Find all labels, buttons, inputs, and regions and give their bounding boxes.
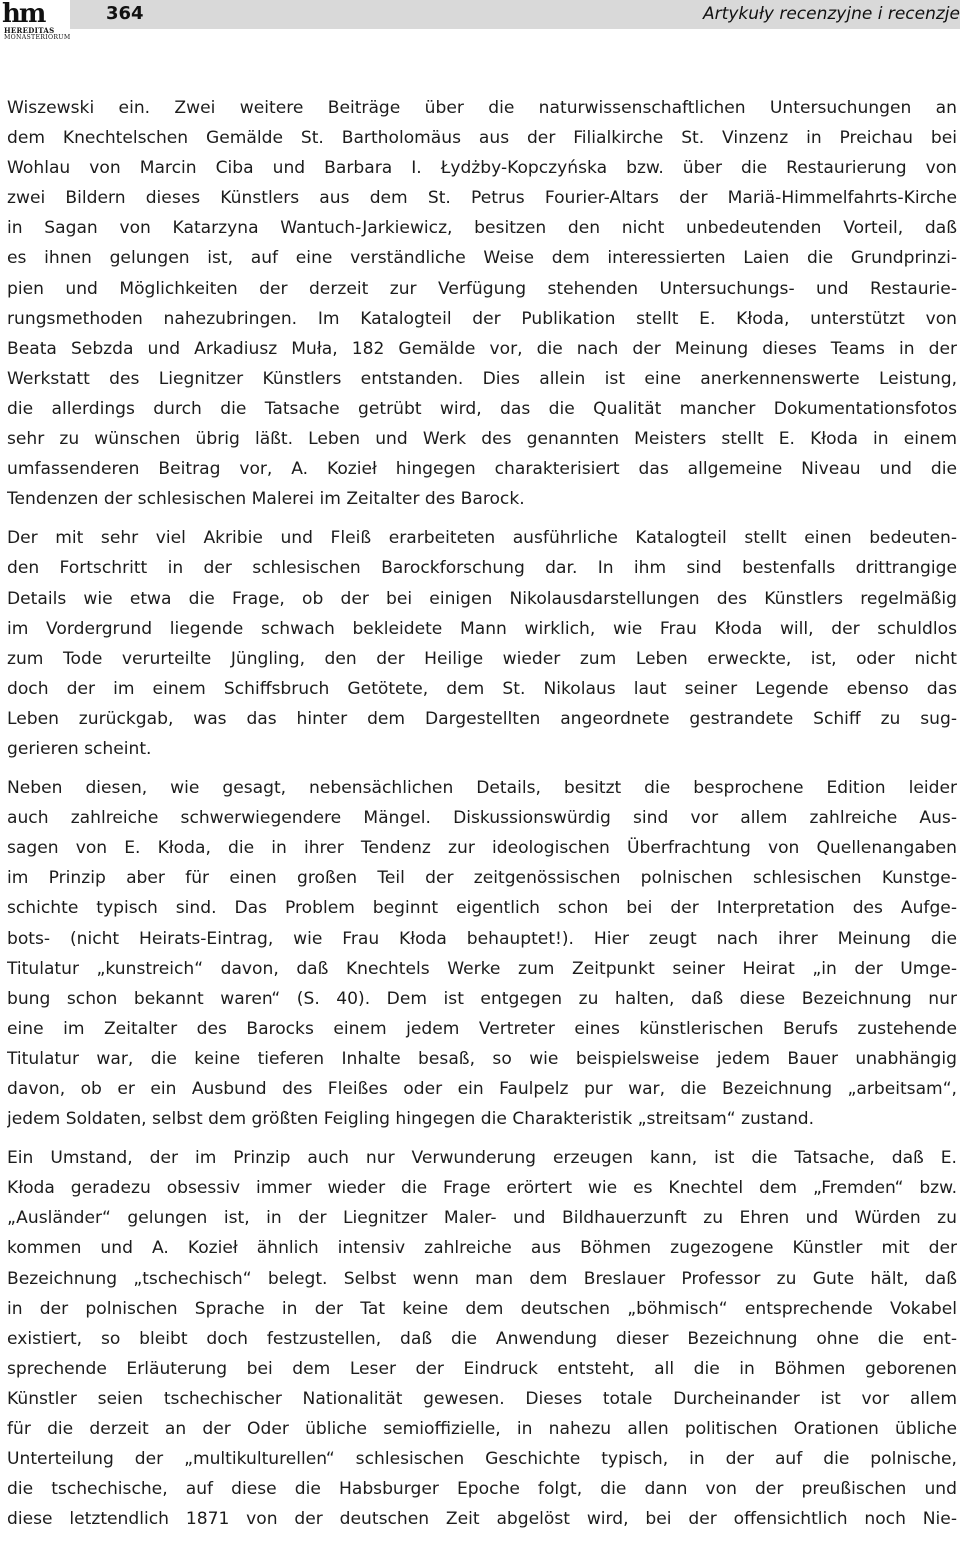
header-bar — [70, 0, 960, 29]
text-line: Künstler seien tschechischer Nationalität gewesen. Dieses totale Durcheinander ist vor allem — [7, 1388, 957, 1409]
text-line: Wohlau von Marcin Ciba und Barbara I. Łydżby-Kopczyńska bzw. über die Restaurierung von — [7, 158, 957, 179]
text-line: pien und Möglichkeiten der derzeit zur Verfügung stehenden Untersuchungs- und Restaurie- — [7, 278, 957, 299]
page-number: 364 — [106, 3, 144, 24]
text-line: schichte typisch sind. Das Problem beginnt eigentlich schon bei der Interpretation des Aufge- — [7, 898, 957, 919]
body-text — [7, 93, 957, 1543]
text-line: Tendenzen der schlesischen Malerei im Zeitalter des Barock. — [7, 489, 525, 510]
text-line: sehr zu wünschen übrig läßt. Leben und Werk des genannten Meisters stellt E. Kłoda in einem — [7, 429, 957, 450]
text-line: in der polnischen Sprache in der Tat keine dem deutschen „böhmisch“ entsprechende Vokabel — [7, 1298, 957, 1319]
text-line: es ihnen gelungen ist, auf eine verständliche Weise dem interessierten Laien die Grundprinzi- — [7, 248, 957, 269]
text-line: Titulatur „kunstreich“ davon, daß Knechtels Werke zum Zeitpunkt seiner Heirat „in der Umge- — [7, 958, 957, 979]
text-line: Leben zurückgab, was das hinter dem Dargestellten angeordnete gestrandete Schiff zu sug- — [7, 708, 957, 729]
text-line: Wiszewski ein. Zwei weitere Beiträge über die naturwissenschaftlichen Untersuchungen an — [7, 98, 957, 118]
text-line: zwei Bildern dieses Künstlers aus dem St. Petrus Fourier-Altars der Mariä-Himmelfahrts-Kirche — [7, 188, 957, 209]
text-line: in Sagan von Katarzyna Wantuch-Jarkiewicz, besitzen den nicht unbedeutenden Vorteil, daß — [7, 218, 957, 239]
text-line: Werkstatt des Liegnitzer Künstlers entstanden. Dies allein ist eine anerkennenswerte Leistung, — [7, 368, 957, 389]
text-line: Details wie etwa die Frage, ob der bei einigen Nikolausdarstellungen des Künstlers regelmäßig — [7, 588, 957, 609]
text-line: bots- (nicht Heirats-Eintrag, wie Frau Kłoda behauptet!). Hier zeugt nach ihrer Meinung die — [7, 928, 957, 949]
logo-text-monasteriorum: MONASTERIORUM — [4, 34, 71, 41]
page-header — [0, 0, 960, 44]
text-line: auch zahlreiche schwerwiegendere Mängel. Diskussionswürdig sind vor allem zahlreiche Aus- — [7, 808, 957, 829]
text-line: davon, ob er ein Ausbund des Fleißes oder ein Faulpelz pur war, die Bezeichnung „arbeitsam“, — [7, 1079, 957, 1099]
text-line: diese letztendlich 1871 von der deutschen Zeit abgelöst wird, bei der offensichtlich noch Nie- — [7, 1509, 957, 1530]
text-line: Neben diesen, wie gesagt, nebensächlichen Details, besitzt die besprochene Edition leider — [7, 778, 957, 799]
text-line: Unterteilung der „multikulturellen“ schlesischen Geschichte typisch, in der auf die polnische, — [7, 1449, 957, 1470]
paragraph — [7, 93, 957, 514]
text-line: zum Tode verurteilte Jüngling, den der Heilige wieder zum Leben erweckte, ist, oder nicht — [7, 648, 957, 669]
paragraph — [7, 1143, 957, 1534]
text-line: bung schon bekannt waren“ (S. 40). Dem ist entgegen zu halten, daß diese Bezeichnung nur — [7, 988, 957, 1009]
text-line: Kłoda geradezu obsessiv immer wieder die Frage erörtert wie es Knechtel dem „Fremden“ bzw. — [7, 1178, 957, 1199]
text-line: Bezeichnung „tschechisch“ belegt. Selbst wenn man dem Breslauer Professor zu Gute hält, daß — [7, 1268, 957, 1289]
text-line: den Fortschritt in der schlesischen Barockforschung dar. In ihm sind bestenfalls drittrangige — [7, 558, 957, 579]
journal-logo — [2, 0, 71, 42]
text-line: eine im Zeitalter des Barocks einem jedem Vertreter eines künstlerischen Berufs zustehende — [7, 1018, 957, 1039]
text-line: sprechende Erläuterung bei dem Leser der Eindruck entsteht, all die in Böhmen geborenen — [7, 1358, 957, 1379]
logo-mark: hm — [2, 0, 45, 29]
text-line: dem Knechtelschen Gemälde St. Bartholomäus aus der Filialkirche St. Vinzenz in Preichau bei — [7, 128, 957, 149]
paragraph — [7, 523, 957, 764]
text-line: sagen von E. Kłoda, die in ihrer Tendenz zur ideologischen Überfrachtung von Quellenangaben — [7, 838, 957, 859]
text-line: existiert, so bleibt doch festzustellen, daß die Anwendung dieser Bezeichnung ohne die ent- — [7, 1328, 957, 1349]
text-line: Beata Sebzda und Arkadiusz Muła, 182 Gemälde vor, die nach der Meinung dieses Teams in der — [7, 338, 957, 359]
text-line: jedem Soldaten, selbst dem größten Feigling hingegen die Charakteristik „streitsam“ zustand. — [7, 1109, 815, 1130]
logo-text-hereditas: HEREDITAS — [4, 26, 55, 35]
text-line: kommen und A. Kozieł ähnlich intensiv zahlreiche aus Böhmen zugezogene Künstler mit der — [7, 1238, 957, 1259]
text-line: im Vordergrund liegende schwach bekleidete Mann wirklich, wie Frau Kłoda will, der schuldlos — [7, 618, 957, 639]
text-line: Ein Umstand, der im Prinzip auch nur Verwunderung erzeugen kann, ist die Tatsache, daß E. — [7, 1148, 957, 1169]
text-line: gerieren scheint. — [7, 738, 152, 759]
text-line: umfassenderen Beitrag vor, A. Kozieł hingegen charakterisiert das allgemeine Niveau und die — [7, 459, 957, 480]
text-line: Titulatur war, die keine tieferen Inhalte besaß, so wie beispielsweise jedem Bauer unabhängig — [7, 1048, 957, 1069]
text-line: „Ausländer“ gelungen ist, in der Liegnitzer Maler- und Bildhauerzunft zu Ehren und Würden zu — [7, 1208, 957, 1229]
running-title: Artykuły recenzyjne i recenzje — [703, 4, 960, 24]
text-line: Der mit sehr viel Akribie und Fleiß erarbeiteten ausführliche Katalogteil stellt einen bedeuten- — [7, 528, 957, 549]
text-line: die allerdings durch die Tatsache getrübt wird, das die Qualität mancher Dokumentationsfotos — [7, 398, 957, 419]
text-line: doch der im einem Schiffsbruch Getötete, dem St. Nikolaus laut seiner Legende ebenso das — [7, 678, 957, 699]
text-line: im Prinzip aber für einen großen Teil der zeitgenössischen polnischen schlesischen Kunstge- — [7, 868, 957, 889]
paragraph — [7, 773, 957, 1134]
text-line: rungsmethoden nahezubringen. Im Katalogteil der Publikation stellt E. Kłoda, unterstützt von — [7, 308, 957, 329]
text-line: für die derzeit an der Oder übliche semioffizielle, in nahezu allen politischen Orationen übliche — [7, 1419, 957, 1440]
text-line: die tschechische, auf diese die Habsburger Epoche folgt, die dann von der preußischen und — [7, 1479, 957, 1500]
